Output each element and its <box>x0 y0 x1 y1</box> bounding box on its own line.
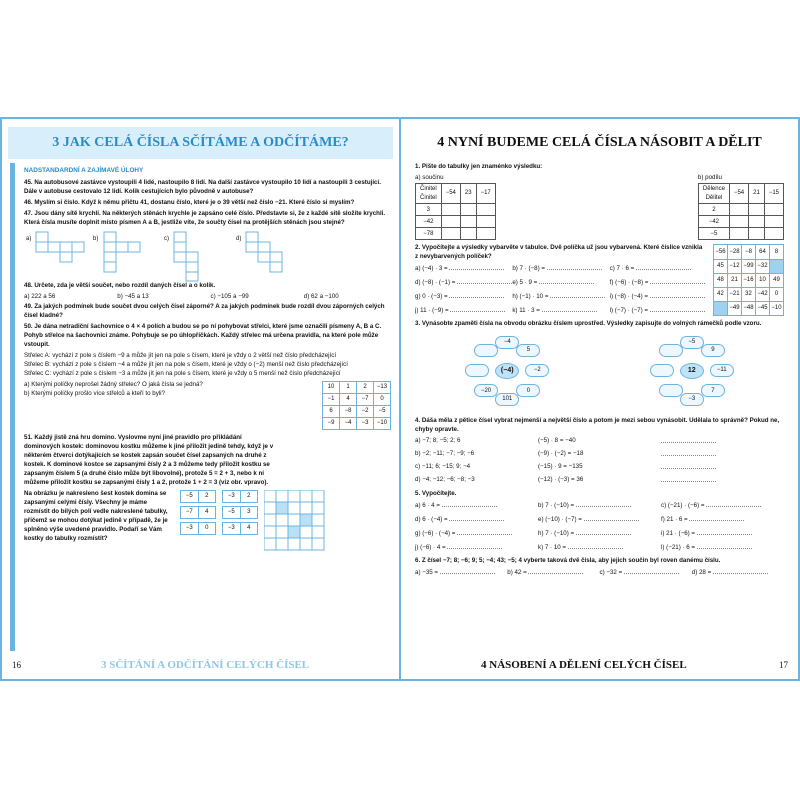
right-page <box>400 117 800 681</box>
exercise-label: b) 7 · (−8) = <box>512 265 545 273</box>
exercise-item <box>415 437 538 447</box>
answer-line[interactable] <box>697 529 752 535</box>
exercise-label: d) 6 · (−4) = <box>415 516 448 524</box>
left-content <box>24 163 391 651</box>
domino-cell: −5 <box>181 490 199 502</box>
exercise-item <box>415 450 538 460</box>
exercise-item <box>600 568 692 578</box>
table-header-label: Činitel <box>420 194 437 201</box>
grid-cell[interactable]: −49 <box>728 302 742 316</box>
domino <box>180 490 216 503</box>
exercise-item <box>512 264 609 274</box>
answer-line[interactable] <box>539 278 594 284</box>
table-row-head: 3 <box>416 204 442 216</box>
task-50-b: Střelec B: vychází z pole s číslem −4 a může jít jen na pole s čísem, které je vždy o (−2) menší než číslo předcházející <box>24 361 348 369</box>
task-50-question-a: a) Kterými políčky neprošel žádný střelec? O jaká čísla se jedná? <box>24 381 203 389</box>
answer-line[interactable] <box>650 278 705 284</box>
chess-cell: −2 <box>357 406 374 418</box>
page-number: 16 <box>12 660 21 670</box>
table-row-head: −42 <box>416 216 442 228</box>
answer-line[interactable] <box>568 543 623 549</box>
answer-cell[interactable] <box>729 204 748 216</box>
exercise-item <box>415 306 512 316</box>
task-48-options <box>24 293 391 302</box>
exercise-label: e) 5 · 9 = <box>512 279 538 287</box>
flower-petal[interactable] <box>474 344 498 357</box>
answer-line[interactable] <box>449 292 504 298</box>
grid-cell[interactable]: −21 <box>728 287 742 301</box>
task-51-body <box>24 490 391 552</box>
table-row-head: −42 <box>698 216 729 228</box>
exercise-label: l) (−21) · 6 = <box>661 544 696 552</box>
answer-line[interactable] <box>636 264 691 270</box>
domino <box>222 490 258 503</box>
task-48-d: d) 62 a −100 <box>303 293 339 301</box>
answer-cell[interactable] <box>476 228 495 240</box>
domino <box>180 522 216 535</box>
exercise-item <box>415 264 512 274</box>
exercise-item <box>661 476 784 486</box>
task-2-text: 2. Vypočítejte a výsledky vybarvěte v tabulce. Dvě políčka už jsou vybarvená. Které číslice vznikla z nevybarvených políček? <box>415 244 703 261</box>
answer-line[interactable] <box>624 568 679 574</box>
grid-cell[interactable]: 49 <box>770 273 784 287</box>
grid-cell[interactable]: 45 <box>714 259 728 273</box>
exercise-label: a) −7; 8; −5; 2; 6 <box>415 437 461 445</box>
exercise-label: (−9) · (−2) = −18 <box>538 450 584 458</box>
exercise-item <box>661 450 784 460</box>
exercise-label: h) (−1) · 10 = <box>512 293 549 301</box>
task-50-question-b: b) Kterými políčky prošlo více střelců a kteří to byli? <box>24 390 165 398</box>
exercise-label: j) (−6) · 4 = <box>415 544 446 552</box>
cube-nets-figure <box>24 230 384 282</box>
task-48-a: a) 222 a 56 <box>24 293 56 301</box>
answer-cell[interactable] <box>749 228 765 240</box>
exercise-label: d) 28 = <box>691 569 712 577</box>
chess-cell: −4 <box>340 418 357 430</box>
exercise-label: c) −11; 6; −15; 9; −4 <box>415 463 471 471</box>
domino-cell: 2 <box>198 490 216 502</box>
table-header: −15 <box>764 183 783 203</box>
grid-cell[interactable]: 10 <box>756 273 770 287</box>
chess-cell: −5 <box>374 406 391 418</box>
task-3: 3. Vynásobte zpaměti čísla na obvodu obrázku číslem uprostřed. Výsledky zapisujte do volných rámečků podle vzoru. <box>415 320 762 328</box>
domino <box>222 522 258 535</box>
chess-cell: −7 <box>357 394 374 406</box>
section-title: NADSTANDARDNÍ A ZAJÍMAVÉ ÚLOHY <box>24 167 144 174</box>
table-row-head: −78 <box>416 228 442 240</box>
left-side-bar <box>10 163 15 651</box>
exercise-item <box>661 529 784 539</box>
task-51-b: Na obrázku je nakresleno šest kostek domina se zapsanými celými čísly. Všechny je máme rozmístit do bílých polí vedle nakreslené tabulky, přičemž se mohou dotýkat jedině v případě, že je splněno výše uvedené pravidlo. Podaří se Vám kostky do tabulky rozmístit? <box>24 489 168 542</box>
right-content <box>415 163 784 651</box>
exercise-item <box>415 292 512 302</box>
answer-line[interactable] <box>449 515 504 521</box>
task-50-a: Střelec A: vychází z pole s číslem −9 a může jít jen na pole s čísem, které je vždy o 2 větší než číslo předcházející <box>24 352 337 360</box>
answer-cell[interactable] <box>764 228 783 240</box>
number-grid <box>713 244 784 316</box>
flower-petal[interactable] <box>650 364 674 377</box>
task-5: 5. Vypočítejte. <box>415 490 457 498</box>
exercise-item <box>415 543 538 553</box>
domino-cell: 0 <box>198 522 216 534</box>
exercise-item <box>512 292 609 302</box>
answer-line[interactable] <box>650 306 705 312</box>
answer-line[interactable] <box>689 515 744 521</box>
table-header-label: Činitel <box>420 185 437 192</box>
exercise-item <box>661 437 784 447</box>
domino-cell: 4 <box>198 506 216 518</box>
exercise-label: d) −4; −12; −6; −8; −3 <box>415 476 475 484</box>
task-49: 49. Za jakých podmínek bude součet dvou celých čísel záporné? A za jakých podmínek bude rozdíl dvou záporných celých čísel kladné? <box>24 303 385 320</box>
svg-text:c): c) <box>164 236 169 243</box>
grid-cell[interactable]: −28 <box>728 245 742 259</box>
task-48-c: c) −105 a −99 <box>210 293 249 301</box>
exercise-label: c) (−21) · (−6) = <box>661 502 705 510</box>
table-header <box>698 183 729 203</box>
domino-cell: −3 <box>181 522 199 534</box>
task-1-a <box>415 174 496 240</box>
task-4-items <box>415 437 784 486</box>
grid-cell[interactable]: −12 <box>728 259 742 273</box>
exercise-label: j) 11 · (−9) = <box>415 307 449 315</box>
exercise-item <box>538 529 661 539</box>
flower-center: 12 <box>680 363 704 379</box>
exercise-label: g) (−6) · (−4) = <box>415 530 456 538</box>
task-50-body <box>24 381 391 430</box>
chess-cell: −3 <box>357 418 374 430</box>
domino-pieces <box>180 490 258 552</box>
exercise-item <box>610 292 707 302</box>
table-header: −54 <box>441 183 460 203</box>
svg-text:b): b) <box>93 236 99 243</box>
exercise-item <box>415 529 538 539</box>
exercise-item <box>661 515 784 525</box>
flower-petal[interactable] <box>659 344 683 357</box>
exercise-label: f) (−6) · (−8) = <box>609 279 649 287</box>
domino <box>180 506 216 519</box>
exercise-item <box>538 476 661 486</box>
footer-title: 3 SČÍTÁNÍ A ODČÍTÁNÍ CELÝCH ČÍSEL <box>101 659 310 671</box>
exercise-item <box>512 278 609 288</box>
answer-cell[interactable] <box>441 204 460 216</box>
task-1-b-label: b) podílu <box>697 173 723 181</box>
task-1-body <box>415 174 784 240</box>
grid-cell[interactable]: 48 <box>714 273 728 287</box>
answer-line[interactable] <box>440 568 495 574</box>
answer-cell[interactable] <box>729 216 748 228</box>
exercise-label: b) 7 · (−10) = <box>538 502 575 510</box>
answer-cell[interactable] <box>749 216 765 228</box>
cube-nets <box>24 230 391 282</box>
task-46: 46. Myslím si číslo. Když k němu přičtu 41, dostanu číslo, které je o 39 větší než číslo −21. Které číslo si myslím? <box>24 199 355 207</box>
chess-cell: −10 <box>374 418 391 430</box>
task-5-items <box>415 501 784 553</box>
answer-line[interactable] <box>706 501 761 507</box>
answer-cell[interactable] <box>441 228 460 240</box>
flower-center: (−4) <box>495 363 519 379</box>
exercise-label: i) 21 · (−6) = <box>661 530 696 538</box>
answer-line[interactable] <box>661 450 716 456</box>
domino-cell: −5 <box>223 506 241 518</box>
flower-petal[interactable]: −11 <box>710 364 734 377</box>
svg-text:a): a) <box>26 236 32 243</box>
answer-cell[interactable] <box>764 204 783 216</box>
flower-petal[interactable]: −5 <box>680 336 704 349</box>
chessboard <box>322 381 391 430</box>
answer-line[interactable] <box>550 292 605 298</box>
task-1: 1. Pište do tabulky jen znaménko výsledku: <box>415 163 543 170</box>
chess-cell: −9 <box>323 418 340 430</box>
answer-cell[interactable] <box>476 204 495 216</box>
footer-title: 4 NÁSOBENÍ A DĚLENÍ CELÝCH ČÍSEL <box>481 659 687 671</box>
left-header: 3 JAK CELÁ ČÍSLA SČÍTÁME A ODČÍTÁME? <box>8 127 393 159</box>
page-number: 17 <box>779 660 788 670</box>
grid-cell[interactable]: −99 <box>742 259 756 273</box>
task-1-b <box>698 174 784 240</box>
grid-cell[interactable] <box>770 259 784 273</box>
task-2-items <box>415 264 707 316</box>
answer-line[interactable] <box>457 529 512 535</box>
task-2 <box>415 244 784 316</box>
grid-cell[interactable]: 8 <box>770 245 784 259</box>
grid-cell[interactable]: −56 <box>714 245 728 259</box>
exercise-label: b) 42 = <box>507 569 527 577</box>
exercise-label: a) −35 = <box>415 569 439 577</box>
answer-line[interactable] <box>447 543 502 549</box>
exercise-item <box>538 463 661 473</box>
answer-line[interactable] <box>576 529 631 535</box>
table-row-head: 2 <box>698 204 729 216</box>
table-header: 21 <box>749 183 765 203</box>
answer-cell[interactable] <box>764 216 783 228</box>
flower-petal[interactable] <box>465 364 489 377</box>
right-header: 4 NYNÍ BUDEME CELÁ ČÍSLA NÁSOBIT A DĚLIT <box>407 127 792 159</box>
exercise-item <box>415 501 538 511</box>
domino-board <box>264 490 326 552</box>
svg-text:d): d) <box>236 236 242 243</box>
right-footer <box>401 655 798 675</box>
flower-petal[interactable]: 9 <box>701 344 725 357</box>
exercise-label: l) (−7) · (−7) = <box>609 307 648 315</box>
answer-line[interactable] <box>584 515 639 521</box>
exercise-label: f) 21 · 6 = <box>661 516 688 524</box>
exercise-item <box>538 543 661 553</box>
flower-petal[interactable] <box>659 384 683 397</box>
exercise-item <box>661 463 784 473</box>
flower-petal[interactable]: 101 <box>495 393 519 406</box>
left-footer <box>2 655 399 675</box>
exercise-item <box>692 568 784 578</box>
book-spread <box>0 117 800 681</box>
answer-line[interactable] <box>547 264 602 270</box>
exercise-item <box>415 515 538 525</box>
task-50: 50. Je dána netradiční šachovnice o 4 × 4 polích a budou se po ní pohybovat střelci, které jsme označili písmeny A, B a C. Pohyb střelce na šachovnici známe. Pohybuje se po úhlopříčkách. Každý střelec má určena pravidla, na které pole může vstoupit. <box>24 323 382 349</box>
exercise-item <box>538 437 661 447</box>
exercise-item <box>512 306 609 316</box>
answer-line[interactable] <box>661 437 716 443</box>
exercise-label: c) 7 · 6 = <box>609 265 635 273</box>
task-48-b: b) −45 a 13 <box>117 293 149 301</box>
chess-cell: 6 <box>323 406 340 418</box>
task-48: 48. Určete, zda je větší součet, nebo rozdíl daných čísel a o kolik. <box>24 282 216 290</box>
domino-cell: −7 <box>181 506 199 518</box>
exercise-label: g) 0 · (−3) = <box>415 293 448 301</box>
task-50-c: Střelec C: vychází z pole s číslem −3 a může jít jen na pole s čísem, které je vždy o 5 menší než číslo předcházející <box>24 370 341 378</box>
flower-petal[interactable]: 7 <box>701 384 725 397</box>
exercise-item <box>538 515 661 525</box>
answer-cell[interactable] <box>460 204 476 216</box>
table-header: −17 <box>476 183 495 203</box>
grid-cell[interactable] <box>714 302 728 316</box>
answer-cell[interactable] <box>476 216 495 228</box>
exercise-item <box>661 543 784 553</box>
flower-b <box>652 331 732 411</box>
grid-cell[interactable]: 21 <box>728 273 742 287</box>
grid-cell[interactable]: −8 <box>742 245 756 259</box>
flower-petal[interactable]: −3 <box>680 393 704 406</box>
answer-line[interactable] <box>661 476 716 482</box>
exercise-label: a) (−4) · 3 = <box>415 265 448 273</box>
table-header-label: Dělitel <box>705 194 723 201</box>
task-1-a-label: a) součinu <box>415 173 444 181</box>
table-header: −54 <box>729 183 748 203</box>
answer-cell[interactable] <box>441 216 460 228</box>
answer-line[interactable] <box>528 568 583 574</box>
answer-cell[interactable] <box>729 228 748 240</box>
exercise-label: (−15) · 9 = −135 <box>538 463 583 471</box>
task-47: 47. Jsou dány sítě krychlí. Na některých stěnách krychle je zapsáno celé číslo. Představte si, že z každé sítě složíte krychli. Která čísla musíte doplnit místo písmen A a B, jestliže víte, že součty čísel na protějších stěnách jsou stejné? <box>24 210 386 227</box>
exercise-item <box>610 264 707 274</box>
chess-cell: 2 <box>357 382 374 394</box>
exercise-label: c) −32 = <box>599 569 623 577</box>
task-45: 45. Na autobusové zastávce vystoupili 4 lidé, nastoupilo 8 lidí. Na další zastávce vystoupilo 10 lidí a nastoupili 3 cestující. Dále v autobuse cestovalo 12 lidí. Kolik cestujících bylo původně v autobuse? <box>24 179 381 196</box>
answer-line[interactable] <box>650 292 705 298</box>
exercise-item <box>507 568 599 578</box>
exercise-item <box>610 278 707 288</box>
table-header: 23 <box>460 183 476 203</box>
task-51: 51. Každý jistě zná hru domino. Vyslovme nyní jiné pravidlo pro přikládání dominových kostek: dominovou kostku můžeme k jiné přiložit jedině tehdy, když je v některém čtverci dotýkajících se kostek zapsán součet čísel zapsaných na druhé z kostek. K dominové kostce se zapsanými čísly 2 a 3 můžeme tedy přiložit kostku se zapsaným číslem 5 (a druhé číslo může být libovolné), protože 5 = 2 + 3, nebo k ní můžeme přiložit kostku se zapsanými čísly 1 a 2, protože 1 + 2 = 3 (viz obr. vpravo). <box>24 434 274 486</box>
exercise-item <box>415 278 512 288</box>
task-3-flowers <box>415 331 784 417</box>
flower-petal[interactable]: 5 <box>516 344 540 357</box>
grid-cell[interactable]: −10 <box>770 302 784 316</box>
answer-line[interactable] <box>576 501 631 507</box>
domino-cell: 3 <box>240 506 258 518</box>
chess-cell: 10 <box>323 382 340 394</box>
domino-cell: −3 <box>223 522 241 534</box>
grid-cell[interactable]: 64 <box>756 245 770 259</box>
exercise-label: d) (−8) · (−1) = <box>415 279 456 287</box>
chess-cell: −1 <box>323 394 340 406</box>
exercise-label: k) 7 · 10 = <box>538 544 567 552</box>
grid-cell[interactable]: −45 <box>756 302 770 316</box>
domino-cell: 2 <box>240 490 258 502</box>
answer-line[interactable] <box>542 306 597 312</box>
domino-cell: −3 <box>223 490 241 502</box>
answer-line[interactable] <box>457 278 512 284</box>
exercise-item <box>538 501 661 511</box>
grid-cell[interactable]: 32 <box>742 287 756 301</box>
flower-a <box>467 331 547 411</box>
chess-cell: −13 <box>374 382 391 394</box>
exercise-label: e) (−10) · (−7) = <box>538 516 582 524</box>
answer-cell[interactable] <box>460 216 476 228</box>
flower-petal[interactable]: −20 <box>474 384 498 397</box>
answer-line[interactable] <box>450 306 505 312</box>
exercise-item <box>415 568 507 578</box>
exercise-label: h) 7 · (−10) = <box>538 530 575 538</box>
grid-cell[interactable]: −16 <box>742 273 756 287</box>
left-page <box>0 117 400 681</box>
chess-cell: 1 <box>340 382 357 394</box>
answer-line[interactable] <box>713 568 768 574</box>
table-header <box>416 183 442 203</box>
exercise-label: k) 11 · 3 = <box>512 307 540 315</box>
answer-line[interactable] <box>442 501 497 507</box>
grid-cell[interactable]: −42 <box>756 287 770 301</box>
exercise-label: a) 6 · 4 = <box>415 502 440 510</box>
table-row-head: −5 <box>698 228 729 240</box>
answer-cell[interactable] <box>749 204 765 216</box>
grid-cell[interactable]: −32 <box>756 259 770 273</box>
exercise-label: i) (−8) · (−4) = <box>609 293 648 301</box>
exercise-item <box>610 306 707 316</box>
chess-cell: 4 <box>340 394 357 406</box>
exercise-item <box>415 476 538 486</box>
task-4: 4. Dáša měla z pětice čísel vybrat nejmenší a největší číslo a potom je mezi sebou vynásobit. Udělala to správně? Pokud ne, chyby opravte. <box>415 417 780 434</box>
exercise-item <box>415 463 538 473</box>
exercise-label: (−5) · 8 = −40 <box>538 437 576 445</box>
task-50-questions <box>24 381 203 430</box>
task-6-items <box>415 568 784 578</box>
answer-line[interactable] <box>697 543 752 549</box>
answer-cell[interactable] <box>460 228 476 240</box>
exercise-item <box>538 450 661 460</box>
answer-line[interactable] <box>449 264 504 270</box>
task-2-left <box>415 244 707 316</box>
product-table <box>415 183 496 240</box>
chess-cell: −8 <box>340 406 357 418</box>
task-6: 6. Z čísel −7; 8; −6; 9; 5; −4; 43; −5; 4 vyberte taková dvě čísla, aby jejich součin byl roven danému číslu. <box>415 557 721 565</box>
exercise-label: b) −2; −11; −7; −9; −6 <box>415 450 475 458</box>
flower-petal[interactable]: −4 <box>495 336 519 349</box>
domino-cell: 4 <box>240 522 258 534</box>
flower-petal[interactable]: −2 <box>525 364 549 377</box>
domino <box>222 506 258 519</box>
exercise-label: (−12) · (−3) = 36 <box>538 476 584 484</box>
quotient-table <box>698 183 784 240</box>
flower-petal[interactable]: 0 <box>516 384 540 397</box>
grid-cell[interactable]: 0 <box>770 287 784 301</box>
answer-line[interactable] <box>661 463 716 469</box>
grid-cell[interactable]: 42 <box>714 287 728 301</box>
exercise-item <box>661 501 784 511</box>
chess-cell: 0 <box>374 394 391 406</box>
table-header-label: Dělence <box>702 185 725 192</box>
grid-cell[interactable]: −48 <box>742 302 756 316</box>
